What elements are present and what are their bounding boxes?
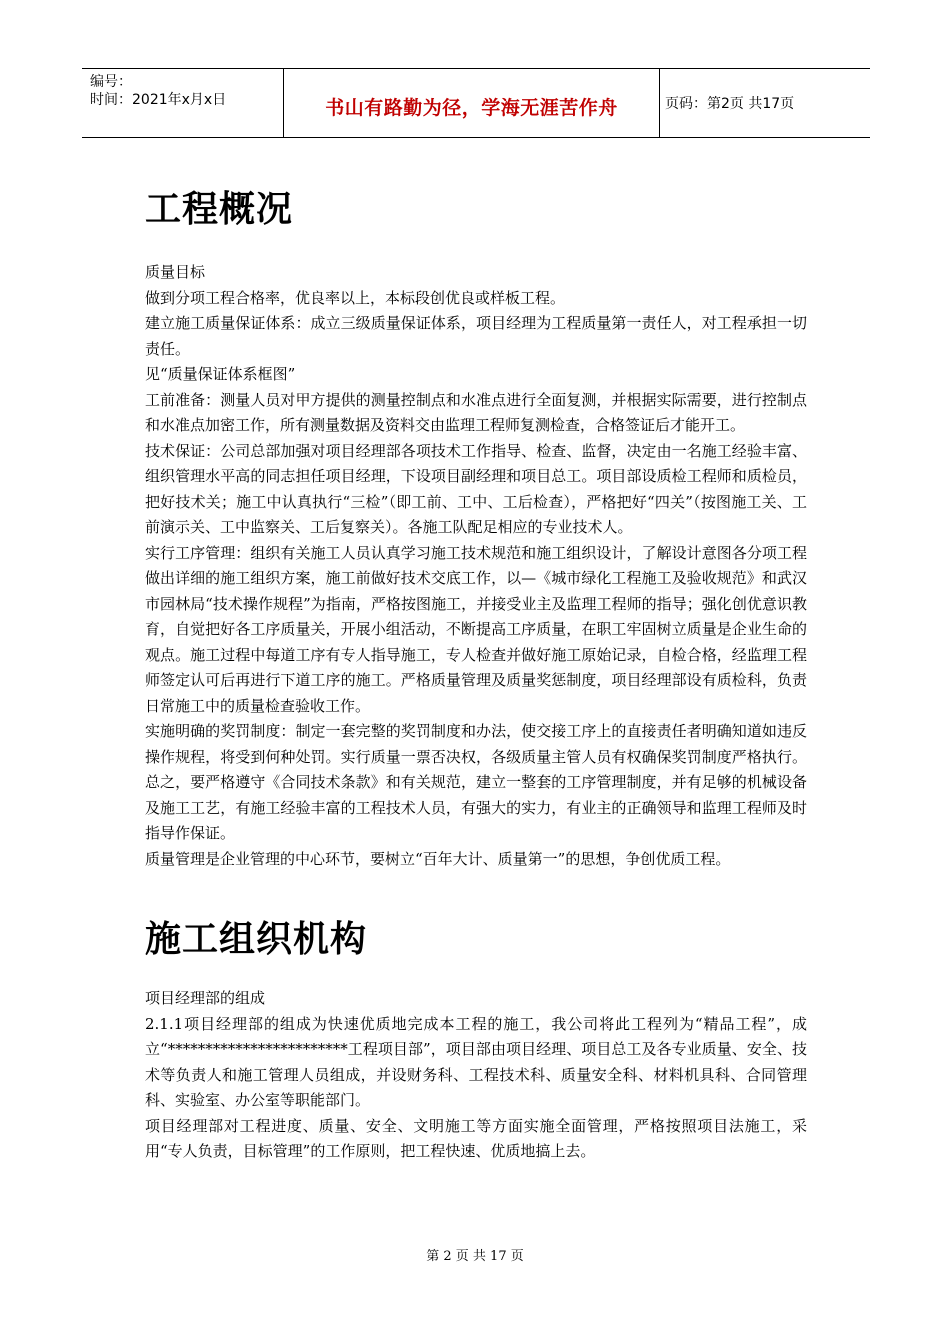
section-project-overview: [145, 188, 807, 872]
paragraph: 做到分项工程合格率，优良率以上，本标段创优良或样板工程。: [145, 288, 566, 307]
header-motto-cell: [283, 69, 660, 137]
header-left-cell: [82, 69, 282, 137]
paragraph: 实行工序管理：组织有关施工人员认真学习施工技术规范和施工组织设计，了解设计意图各分项工程做出详细的施工组织方案，施工前做好技术交底工作，以—《城市绿化工程施工及验收规范》和武汉市园林局“技术操作规程”为指南，严格按图施工，并接受业主及监理工程师的指导；强化创优意识教育，自觉把好各工序质量关，开展小组活动，不断提高工序质量，在职工牢固树立质量是企业生命的观点。施工过程中每道工序有专人指导施工，专人检查并做好施工原始记录，自检合格，经监理工程师签定认可后再进行下道工序的施工。严格质量管理及质量奖惩制度，项目经理部设有质检科，负责日常施工中的质量检查验收工作。: [145, 543, 807, 715]
paragraph: 工前准备：测量人员对甲方提供的测量控制点和水准点进行全面复测，并根据实际需要，进行控制点和水准点加密工作，所有测量数据及资料交由监理工程师复测检查，合格签证后才能开工。: [145, 390, 807, 434]
section-construction-organization: [145, 918, 807, 1165]
paragraph: 建立施工质量保证体系：成立三级质量保证体系，项目经理为工程质量第一责任人，对工程承担一切责任。: [145, 314, 807, 358]
header-page-info: 页码：第2页 共17页: [665, 96, 795, 112]
document-header: [82, 68, 870, 138]
header-motto: 书山有路勤为径，学海无涯苦作舟: [325, 97, 618, 119]
section-heading: 施工组织机构: [145, 919, 368, 960]
section-heading: 工程概况: [145, 189, 294, 230]
paragraph: 质量管理是企业管理的中心环节，要树立“百年大计、质量第一”的思想，争创优质工程。: [145, 849, 731, 868]
paragraph: 项目经理部的组成: [145, 989, 266, 1007]
paragraph: 2.1.1项目经理部的组成为快速优质地完成本工程的施工，我公司将此工程列为“精品工程”，成立“************************工程项目部”，项目部由项目经理、项目总工及各专业质量、安全、技术等负责人和施工管理人员组成，并设财务科、工程技术科、质量安全科、材料机具科、合同管理科、实验室、办公室等职能部门。: [145, 1014, 807, 1109]
paragraph: 技术保证：公司总部加强对项目经理部各项技术工作指导、检查、监督，决定由一名施工经验丰富、组织管理水平高的同志担任项目经理，下设项目副经理和项目总工。项目部设质检工程师和质检员，把好技术关；施工中认真执行“三检”（即工前、工中、工后检查），严格把好“四关”（按图施工关、工前演示关、工中监察关、工后复察关）。各施工队配足相应的专业技术人。: [145, 441, 807, 536]
paragraph: 质量目标: [145, 263, 206, 281]
document-number-label: 编号：: [90, 74, 132, 90]
paragraph: 项目经理部对工程进度、质量、安全、文明施工等方面实施全面管理，严格按照项目法施工，采用“专人负责，目标管理”的工作原则，把工程快速、优质地搞上去。: [145, 1116, 807, 1160]
paragraph: 实施明确的奖罚制度：制定一套完整的奖罚制度和办法，使交接工序上的直接责任者明确知道如违反操作规程，将受到何种处罚。实行质量一票否决权，各级质量主管人员有权确保奖罚制度严格执行。总之，要严格遵守《合同技术条款》和有关规范，建立一整套的工序管理制度，并有足够的机械设备及施工工艺，有施工经验丰富的工程技术人员，有强大的实力，有业主的正确领导和监理工程师及时指导作保证。: [145, 722, 807, 842]
document-body: [145, 180, 807, 1165]
page-footer: 第 2 页 共 17 页: [426, 1249, 524, 1264]
header-page-cell: [659, 69, 870, 137]
paragraph: 见“质量保证体系框图”: [145, 365, 296, 383]
document-date: 时间：2021年x月x日: [90, 92, 227, 108]
